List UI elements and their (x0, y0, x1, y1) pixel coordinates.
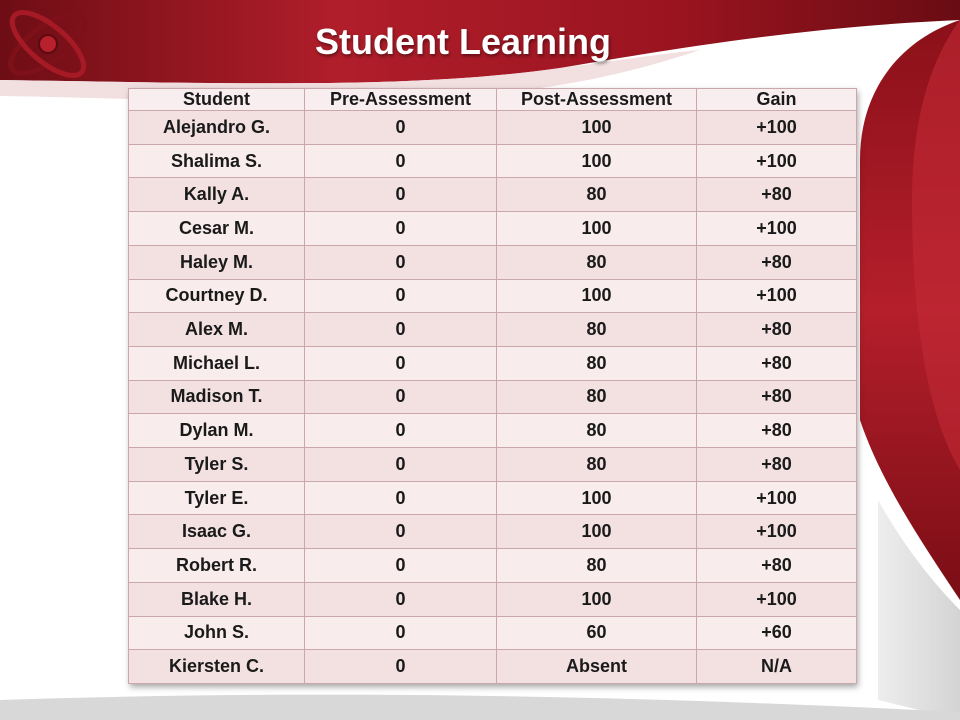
gain-cell: +100 (697, 481, 857, 515)
table-row (129, 481, 857, 515)
pre-assessment-cell: 0 (305, 245, 497, 279)
pre-assessment-cell: 0 (305, 212, 497, 246)
gain-cell: +80 (697, 178, 857, 212)
student-name-cell: Tyler E. (129, 481, 305, 515)
pre-assessment-cell: 0 (305, 111, 497, 145)
table-row (129, 212, 857, 246)
student-name-cell: Robert R. (129, 549, 305, 583)
post-assessment-cell: 80 (497, 414, 697, 448)
gain-cell: +80 (697, 245, 857, 279)
table-row (129, 245, 857, 279)
post-assessment-cell: 80 (497, 549, 697, 583)
gain-cell: +100 (697, 212, 857, 246)
gain-cell: N/A (697, 650, 857, 684)
table-row (129, 178, 857, 212)
gain-cell: +100 (697, 582, 857, 616)
gain-cell: +80 (697, 448, 857, 482)
post-assessment-cell: Absent (497, 650, 697, 684)
table-row (129, 380, 857, 414)
table-row (129, 313, 857, 347)
post-assessment-cell: 100 (497, 111, 697, 145)
student-name-cell: Kiersten C. (129, 650, 305, 684)
student-name-cell: Shalima S. (129, 144, 305, 178)
results-table (128, 88, 857, 684)
pre-assessment-cell: 0 (305, 346, 497, 380)
slide-title: Student Learning (315, 21, 611, 62)
table-row (129, 549, 857, 583)
table-row (129, 515, 857, 549)
student-name-cell: Alejandro G. (129, 111, 305, 145)
pre-assessment-cell: 0 (305, 178, 497, 212)
student-name-cell: John S. (129, 616, 305, 650)
pre-assessment-cell: 0 (305, 279, 497, 313)
student-name-cell: Haley M. (129, 245, 305, 279)
table-row (129, 346, 857, 380)
gain-cell: +100 (697, 111, 857, 145)
gain-cell: +100 (697, 515, 857, 549)
table-body (129, 111, 857, 684)
header-student: Student (129, 89, 305, 111)
pre-assessment-cell: 0 (305, 313, 497, 347)
pre-assessment-cell: 0 (305, 582, 497, 616)
student-name-cell: Tyler S. (129, 448, 305, 482)
table-row (129, 144, 857, 178)
pre-assessment-cell: 0 (305, 549, 497, 583)
student-name-cell: Michael L. (129, 346, 305, 380)
table-row (129, 279, 857, 313)
header-gain: Gain (697, 89, 857, 111)
student-name-cell: Dylan M. (129, 414, 305, 448)
post-assessment-cell: 80 (497, 346, 697, 380)
post-assessment-cell: 100 (497, 582, 697, 616)
header-pre-assessment: Pre-Assessment (305, 89, 497, 111)
post-assessment-cell: 100 (497, 212, 697, 246)
post-assessment-cell: 100 (497, 515, 697, 549)
student-name-cell: Kally A. (129, 178, 305, 212)
pre-assessment-cell: 0 (305, 380, 497, 414)
student-name-cell: Blake H. (129, 582, 305, 616)
pre-assessment-cell: 0 (305, 616, 497, 650)
table-row (129, 414, 857, 448)
results-table-container (128, 88, 856, 684)
student-name-cell: Madison T. (129, 380, 305, 414)
gain-cell: +80 (697, 313, 857, 347)
gain-cell: +80 (697, 414, 857, 448)
post-assessment-cell: 100 (497, 481, 697, 515)
header-post-assessment: Post-Assessment (497, 89, 697, 111)
post-assessment-cell: 60 (497, 616, 697, 650)
table-row (129, 616, 857, 650)
gain-cell: +100 (697, 279, 857, 313)
post-assessment-cell: 80 (497, 448, 697, 482)
pre-assessment-cell: 0 (305, 414, 497, 448)
student-name-cell: Alex M. (129, 313, 305, 347)
gain-cell: +80 (697, 346, 857, 380)
table-row (129, 111, 857, 145)
gain-cell: +100 (697, 144, 857, 178)
post-assessment-cell: 80 (497, 313, 697, 347)
gain-cell: +80 (697, 380, 857, 414)
table-header-row (129, 89, 857, 111)
post-assessment-cell: 100 (497, 144, 697, 178)
pre-assessment-cell: 0 (305, 448, 497, 482)
student-name-cell: Cesar M. (129, 212, 305, 246)
pre-assessment-cell: 0 (305, 481, 497, 515)
student-name-cell: Isaac G. (129, 515, 305, 549)
pre-assessment-cell: 0 (305, 515, 497, 549)
student-name-cell: Courtney D. (129, 279, 305, 313)
table-row (129, 582, 857, 616)
table-row (129, 448, 857, 482)
post-assessment-cell: 80 (497, 245, 697, 279)
post-assessment-cell: 100 (497, 279, 697, 313)
pre-assessment-cell: 0 (305, 144, 497, 178)
post-assessment-cell: 80 (497, 380, 697, 414)
gain-cell: +80 (697, 549, 857, 583)
gain-cell: +60 (697, 616, 857, 650)
post-assessment-cell: 80 (497, 178, 697, 212)
pre-assessment-cell: 0 (305, 650, 497, 684)
table-row (129, 650, 857, 684)
